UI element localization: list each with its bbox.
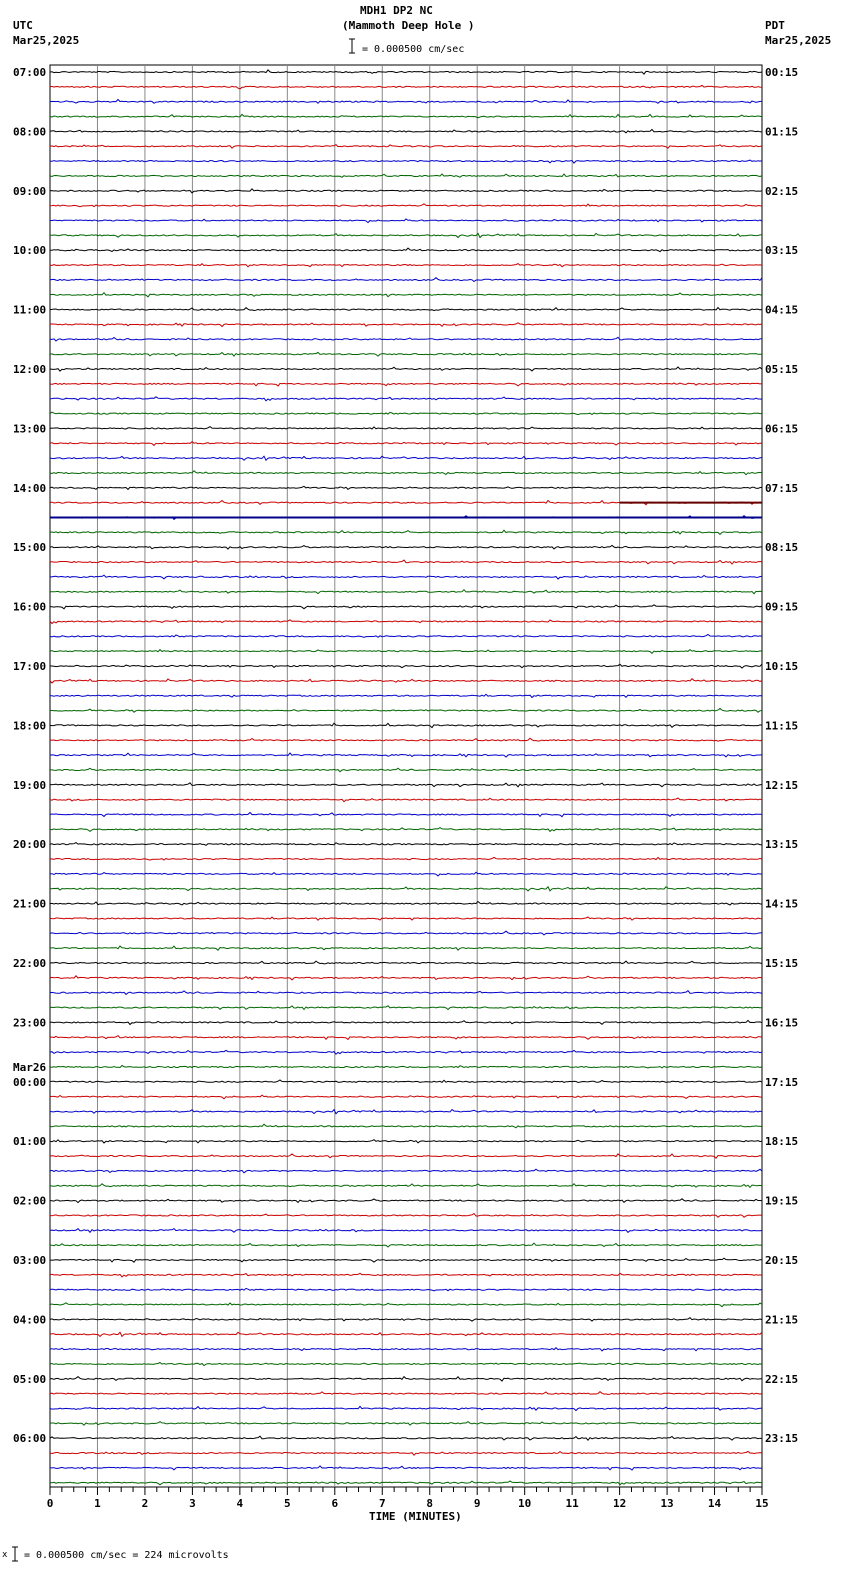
trace-95 [50,1466,762,1470]
trace-2 [50,85,762,89]
trace-89 [50,1377,762,1381]
trace-45 [50,723,762,727]
utc-hour-label: 15:00 [13,541,47,555]
trace-54 [50,857,762,860]
x-tick-label-5: 5 [284,1497,291,1510]
trace-42 [50,679,762,683]
pdt-hour-label: 12:15 [765,778,799,792]
trace-87 [50,1348,762,1351]
trace-1 [50,70,762,74]
trace-71 [50,1110,762,1114]
utc-hour-label: 17:00 [13,660,47,673]
utc-hour-label: 05:00 [13,1372,47,1386]
utc-hour-label: 12:00 [13,363,47,376]
x-tick-label-8: 8 [426,1497,434,1510]
pdt-hour-label: 06:15 [765,422,799,436]
pdt-hour-label: 05:15 [765,363,799,376]
utc-hour-label: 19:00 [13,778,47,792]
trace-47 [50,753,762,757]
utc-hour-label: 02:00 [13,1194,47,1208]
trace-86 [50,1332,762,1336]
utc-hour-label: 20:00 [13,838,47,852]
utc-hour-label: 13:00 [13,422,47,436]
trace-20 [50,352,762,356]
trace-33 [50,545,762,549]
trace-56 [50,887,762,891]
pdt-hour-label: 22:15 [765,1372,799,1386]
trace-49 [50,783,762,787]
trace-40 [50,650,762,654]
trace-91 [50,1406,762,1410]
plot-frame [50,65,762,1487]
trace-35 [50,575,762,579]
trace-41 [50,664,762,668]
x-tick-label-4: 4 [236,1497,244,1510]
trace-29 [50,486,762,489]
trace-82 [50,1273,762,1277]
x-tick-label-6: 6 [331,1497,339,1510]
pdt-hour-label: 13:15 [765,838,799,852]
trace-75 [50,1169,762,1173]
trace-4 [50,114,762,117]
trace-88 [50,1363,762,1366]
right-date: Mar25,2025 [765,34,832,47]
pdt-hour-label: 23:15 [765,1432,799,1446]
x-tick-label-1: 1 [94,1497,101,1510]
trace-48 [50,768,762,772]
trace-76 [50,1184,762,1188]
trace-80 [50,1243,762,1247]
trace-28 [50,471,762,475]
trace-58 [50,917,762,920]
trace-23 [50,397,762,401]
utc-hour-label: 23:00 [13,1016,47,1030]
trace-26 [50,442,762,446]
trace-73 [50,1140,762,1143]
utc-hour-label: 00:00 [13,1075,47,1089]
x-tick-label-0: 0 [46,1497,54,1510]
footer-scale-note: = 0.000500 cm/sec = 224 microvolts [24,1550,229,1561]
trace-72 [50,1124,762,1128]
trace-34 [50,560,762,564]
pdt-hour-label: 16:15 [765,1016,799,1030]
utc-hour-label: 09:00 [13,184,47,198]
pdt-hour-label: 11:15 [765,719,799,733]
trace-84 [50,1303,762,1307]
trace-32 [50,530,762,534]
trace-17 [50,308,762,311]
trace-94 [50,1451,762,1455]
trace-6 [50,145,762,149]
trace-44 [50,708,762,712]
trace-57 [50,902,762,906]
left-timezone: UTC [13,19,33,32]
pdt-hour-label: 09:15 [765,600,799,614]
footer-prefix: x [2,1550,8,1560]
trace-60 [50,946,762,950]
x-tick-label-14: 14 [707,1497,722,1510]
trace-90 [50,1392,762,1395]
x-axis-title: TIME (MINUTES) [369,1510,462,1523]
trace-79 [50,1229,762,1233]
utc-hour-label: 08:00 [13,125,47,139]
trace-15 [50,278,762,282]
utc-hour-label: 14:00 [13,481,47,495]
trace-21 [50,367,762,371]
trace-62 [50,976,762,980]
trace-36 [50,590,762,594]
trace-46 [50,738,762,741]
plot-grid [50,65,762,1487]
trace-81 [50,1258,762,1262]
x-tick-label-15: 15 [755,1497,769,1510]
trace-12 [50,233,762,237]
pdt-hour-label: 02:15 [765,184,799,198]
utc-hour-label: 21:00 [13,897,47,911]
x-tick-label-9: 9 [473,1497,481,1510]
trace-52 [50,828,762,832]
x-tick-label-13: 13 [660,1497,674,1510]
trace-10 [50,204,762,207]
trace-13 [50,248,762,252]
pdt-hour-label: 18:15 [765,1135,799,1149]
utc-hour-label: 06:00 [13,1432,47,1446]
trace-11 [50,219,762,223]
trace-16 [50,293,762,297]
pdt-hour-label: 00:15 [765,66,799,79]
trace-37 [50,605,762,609]
trace-53 [50,843,762,846]
trace-14 [50,264,762,267]
trace-5 [50,130,762,133]
pdt-hour-label: 19:15 [765,1194,799,1208]
scale-bar-label: = 0.000500 cm/sec [362,44,465,55]
trace-93 [50,1436,762,1440]
x-tick-label-3: 3 [189,1497,196,1510]
station-location: (Mammoth Deep Hole ) [342,19,475,32]
trace-55 [50,872,762,876]
utc-hour-label: 16:00 [13,600,47,614]
pdt-hour-label: 08:15 [765,541,799,555]
utc-hour-label: 07:00 [13,66,47,79]
trace-64 [50,1006,762,1010]
trace-18 [50,323,762,327]
x-tick-label-7: 7 [378,1497,386,1510]
x-tick-label-12: 12 [612,1497,627,1510]
trace-68 [50,1066,762,1069]
pdt-hour-label: 14:15 [765,897,799,911]
pdt-hour-label: 04:15 [765,303,799,317]
utc-hour-label: 03:00 [13,1254,47,1267]
pdt-hour-label: 03:15 [765,244,799,258]
trace-9 [50,189,762,193]
trace-67 [50,1050,762,1054]
x-tick-label-2: 2 [141,1497,149,1510]
trace-78 [50,1214,762,1218]
trace-22 [50,383,762,386]
trace-63 [50,991,762,995]
trace-92 [50,1422,762,1426]
x-tick-label-10: 10 [518,1497,532,1510]
trace-61 [50,961,762,964]
utc-hour-label: 18:00 [13,719,47,733]
trace-74 [50,1154,762,1158]
utc-hour-label: 22:00 [13,957,47,970]
pdt-hour-label: 01:15 [765,125,799,139]
x-tick-label-11: 11 [565,1497,579,1510]
pdt-hour-label: 15:15 [765,957,799,970]
trace-59 [50,931,762,935]
utc-hour-label: 04:00 [13,1313,47,1327]
utc-hour-label: 10:00 [13,244,47,258]
utc-hour-label: 01:00 [13,1135,47,1149]
trace-19 [50,337,762,341]
scale-bar-icon [349,39,355,53]
left-date: Mar25,2025 [13,34,80,47]
trace-77 [50,1199,762,1203]
date-change-label: Mar26 [13,1060,47,1074]
right-timezone: PDT [765,19,785,32]
trace-85 [50,1318,762,1321]
pdt-hour-label: 07:15 [765,481,799,495]
trace-7 [50,160,762,163]
station-title: MDH1 DP2 NC [360,4,433,17]
trace-66 [50,1036,762,1040]
trace-39 [50,635,762,638]
trace-50 [50,798,762,802]
trace-38 [50,620,762,624]
trace-3 [50,100,762,104]
trace-25 [50,427,762,429]
trace-70 [50,1095,762,1099]
utc-hour-label: 11:00 [13,303,47,317]
trace-8 [50,174,762,177]
trace-43 [50,694,762,697]
trace-83 [50,1288,762,1290]
trace-65 [50,1020,762,1024]
x-axis [47,1487,769,1510]
trace-group [50,70,762,1485]
trace-27 [50,456,762,460]
footer-scale-bar-icon [12,1547,18,1561]
trace-51 [50,813,762,817]
pdt-hour-label: 20:15 [765,1254,799,1267]
trace-24 [50,412,762,415]
pdt-hour-label: 21:15 [765,1313,799,1327]
pdt-hour-label: 17:15 [765,1075,799,1089]
trace-96 [50,1481,762,1485]
trace-69 [50,1080,762,1082]
pdt-hour-label: 10:15 [765,660,799,673]
